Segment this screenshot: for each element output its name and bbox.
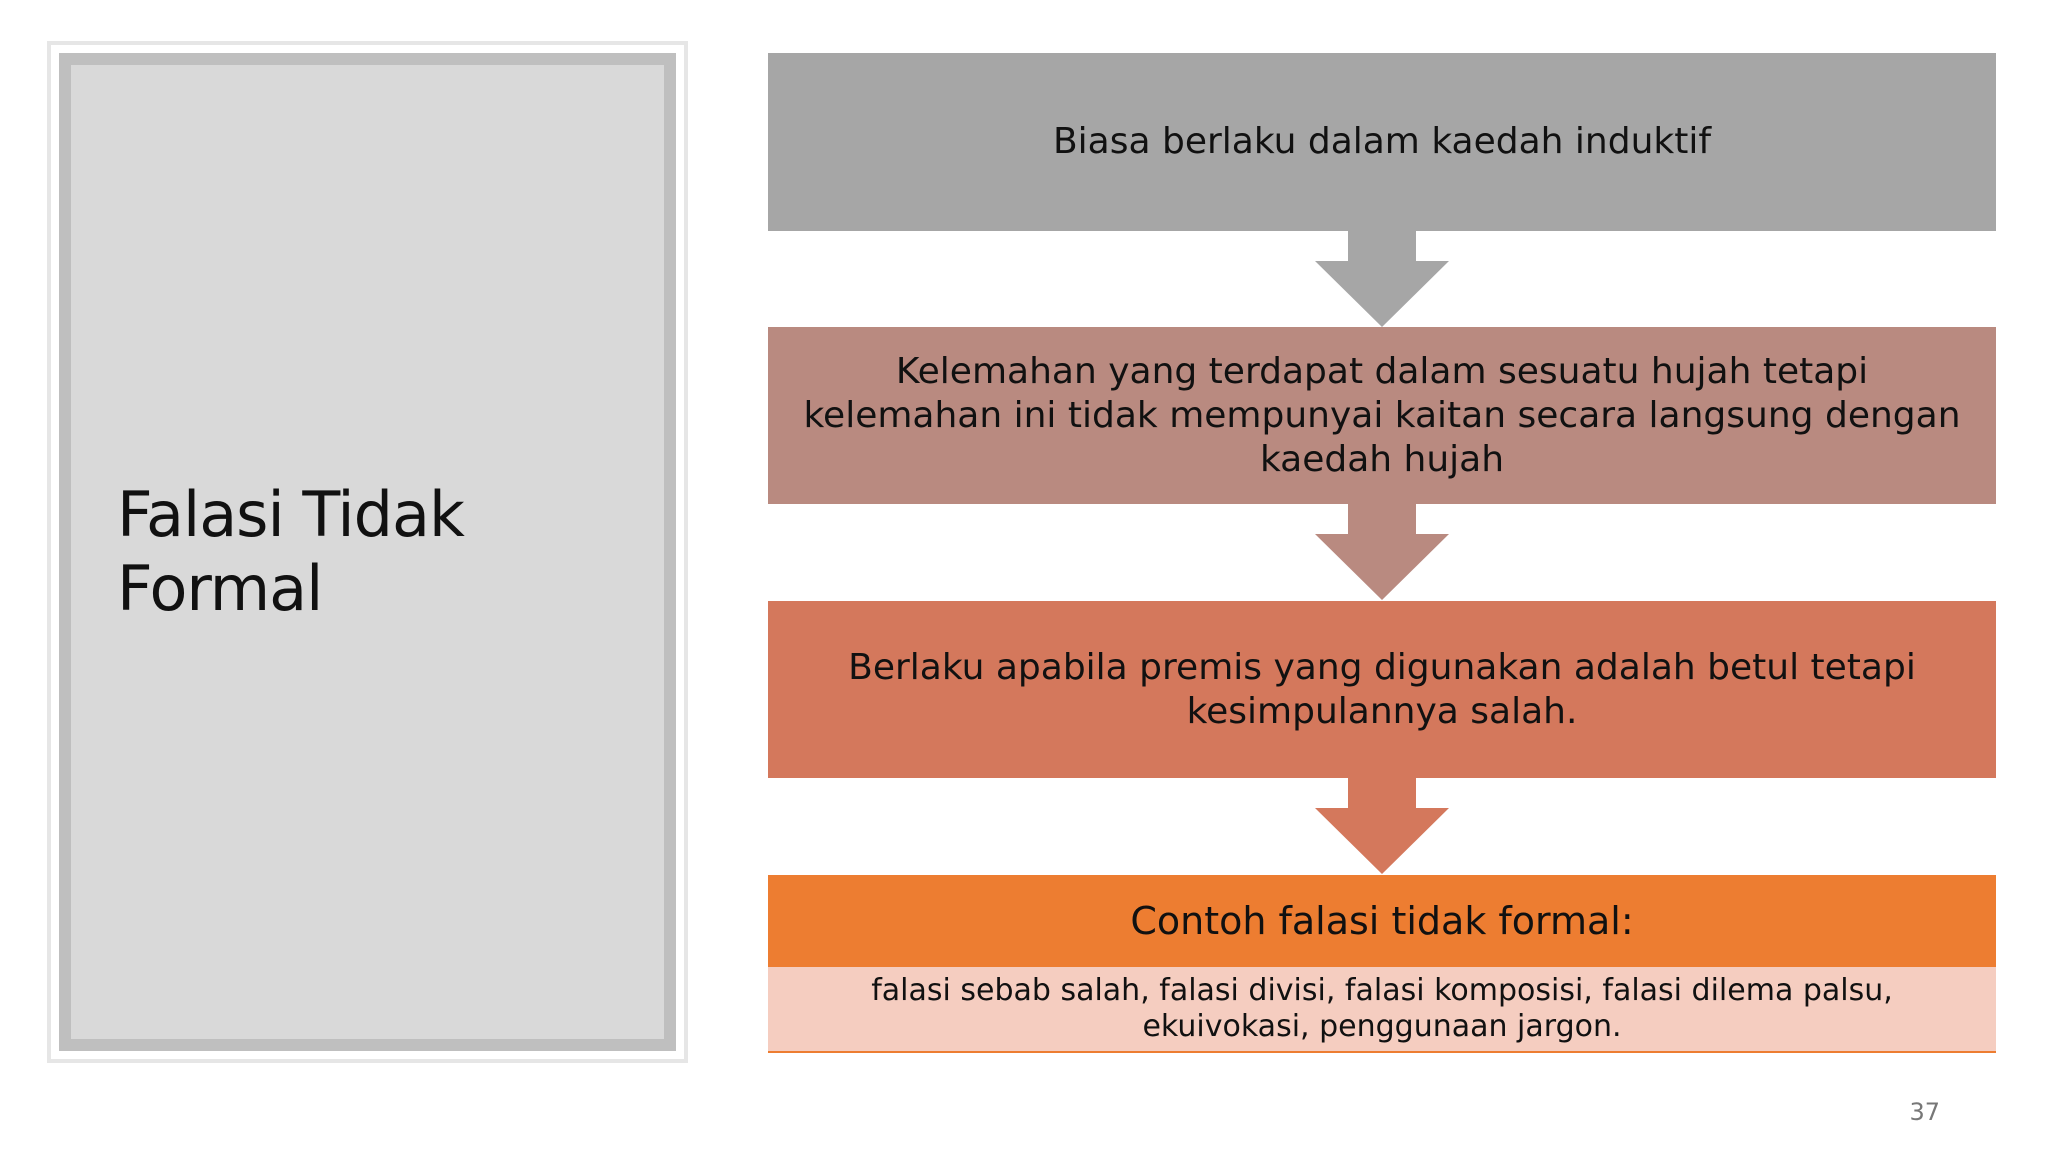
- down-arrow-icon: [1315, 504, 1449, 600]
- page-number: 37: [1909, 1098, 1940, 1126]
- slide-title: Falasi Tidak Formal: [117, 478, 464, 625]
- down-arrow-icon: [1315, 231, 1449, 327]
- down-arrow-icon: [1315, 778, 1449, 874]
- flow-step-2-text: Kelemahan yang terdapat dalam sesuatu hujah tetapi kelemahan ini tidak mempunyai kaitan secara langsung dengan kaedah hujah: [803, 350, 1961, 480]
- flow-step-1: [768, 53, 1996, 231]
- flow-step-4-detail-text: falasi sebab salah, falasi divisi, falasi komposisi, falasi dilema palsu, ekuivokasi, penggunaan jargon.: [871, 973, 1893, 1044]
- flow-step-4-heading-text: Contoh falasi tidak formal:: [1130, 899, 1634, 943]
- flow-step-4-heading: [768, 875, 1996, 967]
- flow-step-1-text: Biasa berlaku dalam kaedah induktif: [1052, 121, 1712, 162]
- flow-step-4-detail: [768, 967, 1996, 1053]
- flow-step-3: [768, 601, 1996, 778]
- flow-step-3-text: Berlaku apabila premis yang digunakan adalah betul tetapi kesimpulannya salah.: [848, 646, 1916, 732]
- flow-step-2: [768, 327, 1996, 504]
